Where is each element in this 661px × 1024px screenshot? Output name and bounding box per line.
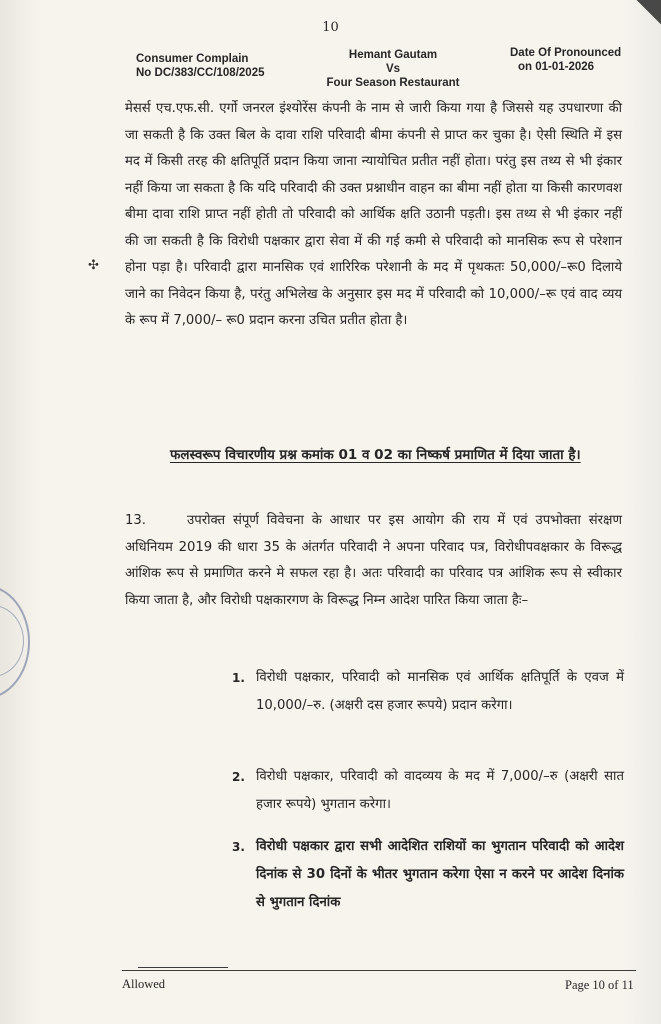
paragraph-insurance: मेसर्स एच.एफ.सी. एर्गो जनरल इंश्योरेंस कंपनी के नाम से जारी किया गया है जिससे यह उपधारणा की जा सकती है कि उक्त बिल के दावा राशि परिवादी बीमा कंपनी से प्राप्त कर चुका है। ऐसी स्थिति में इस मद में किसी तरह की क्षतिपूर्ति प्रदान किया जाना न्यायोचित प्रतीत नहीं होता। परंतु इस तथ्य से भी इंकार नहीं किया जा सकता है कि यदि परिवादी की उक्त प्रश्नाधीन वाहन का बीमा नहीं होता या किसी कारणवश बीमा दावा राशि प्राप्त नहीं होती तो परिवादी को आर्थिक क्षति उठानी पड़ती। इस तथ्य से भी इंकार नहीं की जा सकती है कि विरोधी पक्षकार द्वारा सेवा में की गई कमी से परिवादी को मानसिक रूप से परेशान होना पड़ा है। परिवादी द्वारा मानसिक एवं शारिरिक परेशानी के मद में पृथकतः 50,000/–रू0 दिलाये जाने का निवेदन किया है, परंतु अभिलेख के अनुसार इस मद में परिवादी को 10,000/–रू एवं वाद व्यय के रूप में 7,000/– रू0 प्रदान करना उचित प्रतीत होता है। — [125, 101, 622, 328]
conclusion-statement: फलस्वरूप विचारणीय प्रश्न कमांक 01 व 02 का निष्कर्ष प्रमाणित में दिया जाता है। — [170, 447, 581, 463]
pronounced-label: Date Of Pronounced — [510, 47, 622, 59]
parties-block — [318, 48, 468, 90]
order-number: 3. — [232, 840, 245, 854]
paragraph-13-text: उपरोक्त संपूर्ण विवेचना के आधार पर इस आयोग की राय में एवं उपभोक्ता संरक्षण अधिनियम 2019 की धारा 35 के अंतर्गत परिवादी ने अपना परिवाद पत्र, विरोधीपवक्षकार के विरूद्ध आंशिक रूप से प्रमाणित करने मे सफल रहा है। अतः परिवादी का परिवाद पत्र आंशिक रूप से स्वीकार किया जाता है, और विरोधी पक्षकारगण के विरूद्ध निम्न आदेश पारित किया जाता हैः– — [125, 513, 622, 608]
opponent-name: Four Season Restaurant — [326, 77, 460, 89]
complainant-name: Hemant Gautam — [348, 49, 438, 61]
case-number: No DC/383/CC/108/2025 — [136, 67, 265, 79]
margin-mark: ✣ — [88, 258, 99, 273]
pronounced-date-block — [510, 46, 621, 74]
paragraph-13-number: 13. — [125, 513, 146, 528]
case-label: Consumer Complain — [136, 53, 249, 65]
footer-rule-short — [138, 967, 228, 968]
footer-rule — [122, 970, 636, 971]
order-number: 2. — [232, 770, 245, 784]
pronounced-date: on 01-01-2026 — [518, 61, 595, 73]
order-text: विरोधी पक्षकार, परिवादी को वादव्यय के मद में 7,000/–रु (अक्षरी सात हजार रूपये) भुगतान करेगा। — [256, 769, 624, 812]
case-number-block — [136, 52, 264, 80]
page-number: 10 — [322, 20, 339, 35]
page-count: Page 10 of 11 — [565, 978, 634, 992]
order-item-3 — [232, 833, 624, 917]
case-status: Allowed — [122, 977, 166, 991]
order-number: 1. — [232, 671, 245, 685]
order-item-1 — [232, 664, 624, 720]
order-text: विरोधी पक्षकार द्वारा सभी आदेशित राशियों का भुगतान परिवादी को आदेश दिनांक से 30 दिनों के भीतर भुगतान करेगा ऐसा न करने पर आदेश दिनांक से भुगतान दिनांक — [256, 839, 624, 910]
paragraph-13 — [125, 508, 622, 614]
order-item-2 — [232, 763, 624, 819]
order-text: विरोधी पक्षकार, परिवादी को मानसिक एवं आर्थिक क्षतिपूर्ति के एवज में 10,000/–रु. (अक्षरी दस हजार रूपये) प्रदान करेगा। — [256, 670, 624, 713]
versus-label: Vs — [385, 63, 401, 75]
